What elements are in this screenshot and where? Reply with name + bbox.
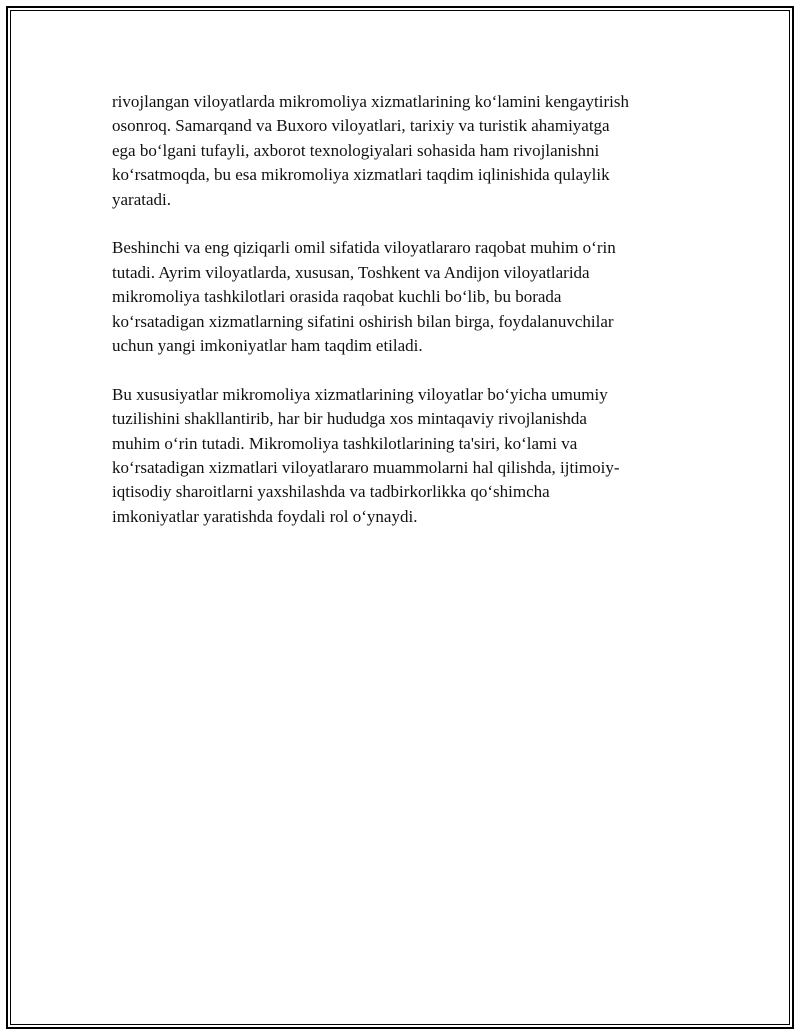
text-line: tuzilishini shakllantirib, har bir hududga xos mintaqaviy rivojlanishda — [112, 409, 587, 429]
paragraph-3 — [112, 383, 692, 529]
text-line: iqtisodiy sharoitlarni yaxshilashda va tadbirkorlikka qo‘shimcha — [112, 482, 550, 502]
text-line: tutadi. Ayrim viloyatlarda, xususan, Toshkent va Andijon viloyatlarida — [112, 262, 590, 282]
text-line: Bu xususiyatlar mikromoliya xizmatlarining viloyatlar bo‘yicha umumiy — [112, 384, 608, 404]
text-line: imkoniyatlar yaratishda foydali rol o‘ynaydi. — [112, 506, 418, 526]
text-line: Beshinchi va eng qiziqarli omil sifatida viloyatlararo raqobat muhim o‘rin — [112, 238, 616, 258]
text-line: muhim o‘rin tutadi. Mikromoliya tashkilotlarining ta'siri, ko‘lami va — [112, 433, 578, 453]
document-body — [112, 90, 692, 554]
text-line: ega bo‘lgani tufayli, axborot texnologiyalari sohasida ham rivojlanishni — [112, 140, 600, 160]
text-line: ko‘rsatmoqda, bu esa mikromoliya xizmatlari taqdim iqlinishida qulaylik — [112, 165, 610, 185]
text-line: mikromoliya tashkilotlari orasida raqobat kuchli bo‘lib, bu borada — [112, 287, 562, 307]
paragraph-1 — [112, 90, 692, 212]
text-line: yaratadi. — [112, 189, 171, 209]
text-line: rivojlangan viloyatlarda mikromoliya xizmatlarining ko‘lamini kengaytirish — [112, 92, 629, 111]
text-line: ko‘rsatadigan xizmatlari viloyatlararo muammolarni hal qilishda, ijtimoiy- — [112, 458, 620, 478]
text-line: uchun yangi imkoniyatlar ham taqdim etiladi. — [112, 336, 423, 356]
paragraph-2 — [112, 236, 692, 358]
text-line: osonroq. Samarqand va Buxoro viloyatlari, tarixiy va turistik ahamiyatga — [112, 116, 610, 136]
text-line: ko‘rsatadigan xizmatlarning sifatini oshirish bilan birga, foydalanuvchilar — [112, 311, 614, 331]
